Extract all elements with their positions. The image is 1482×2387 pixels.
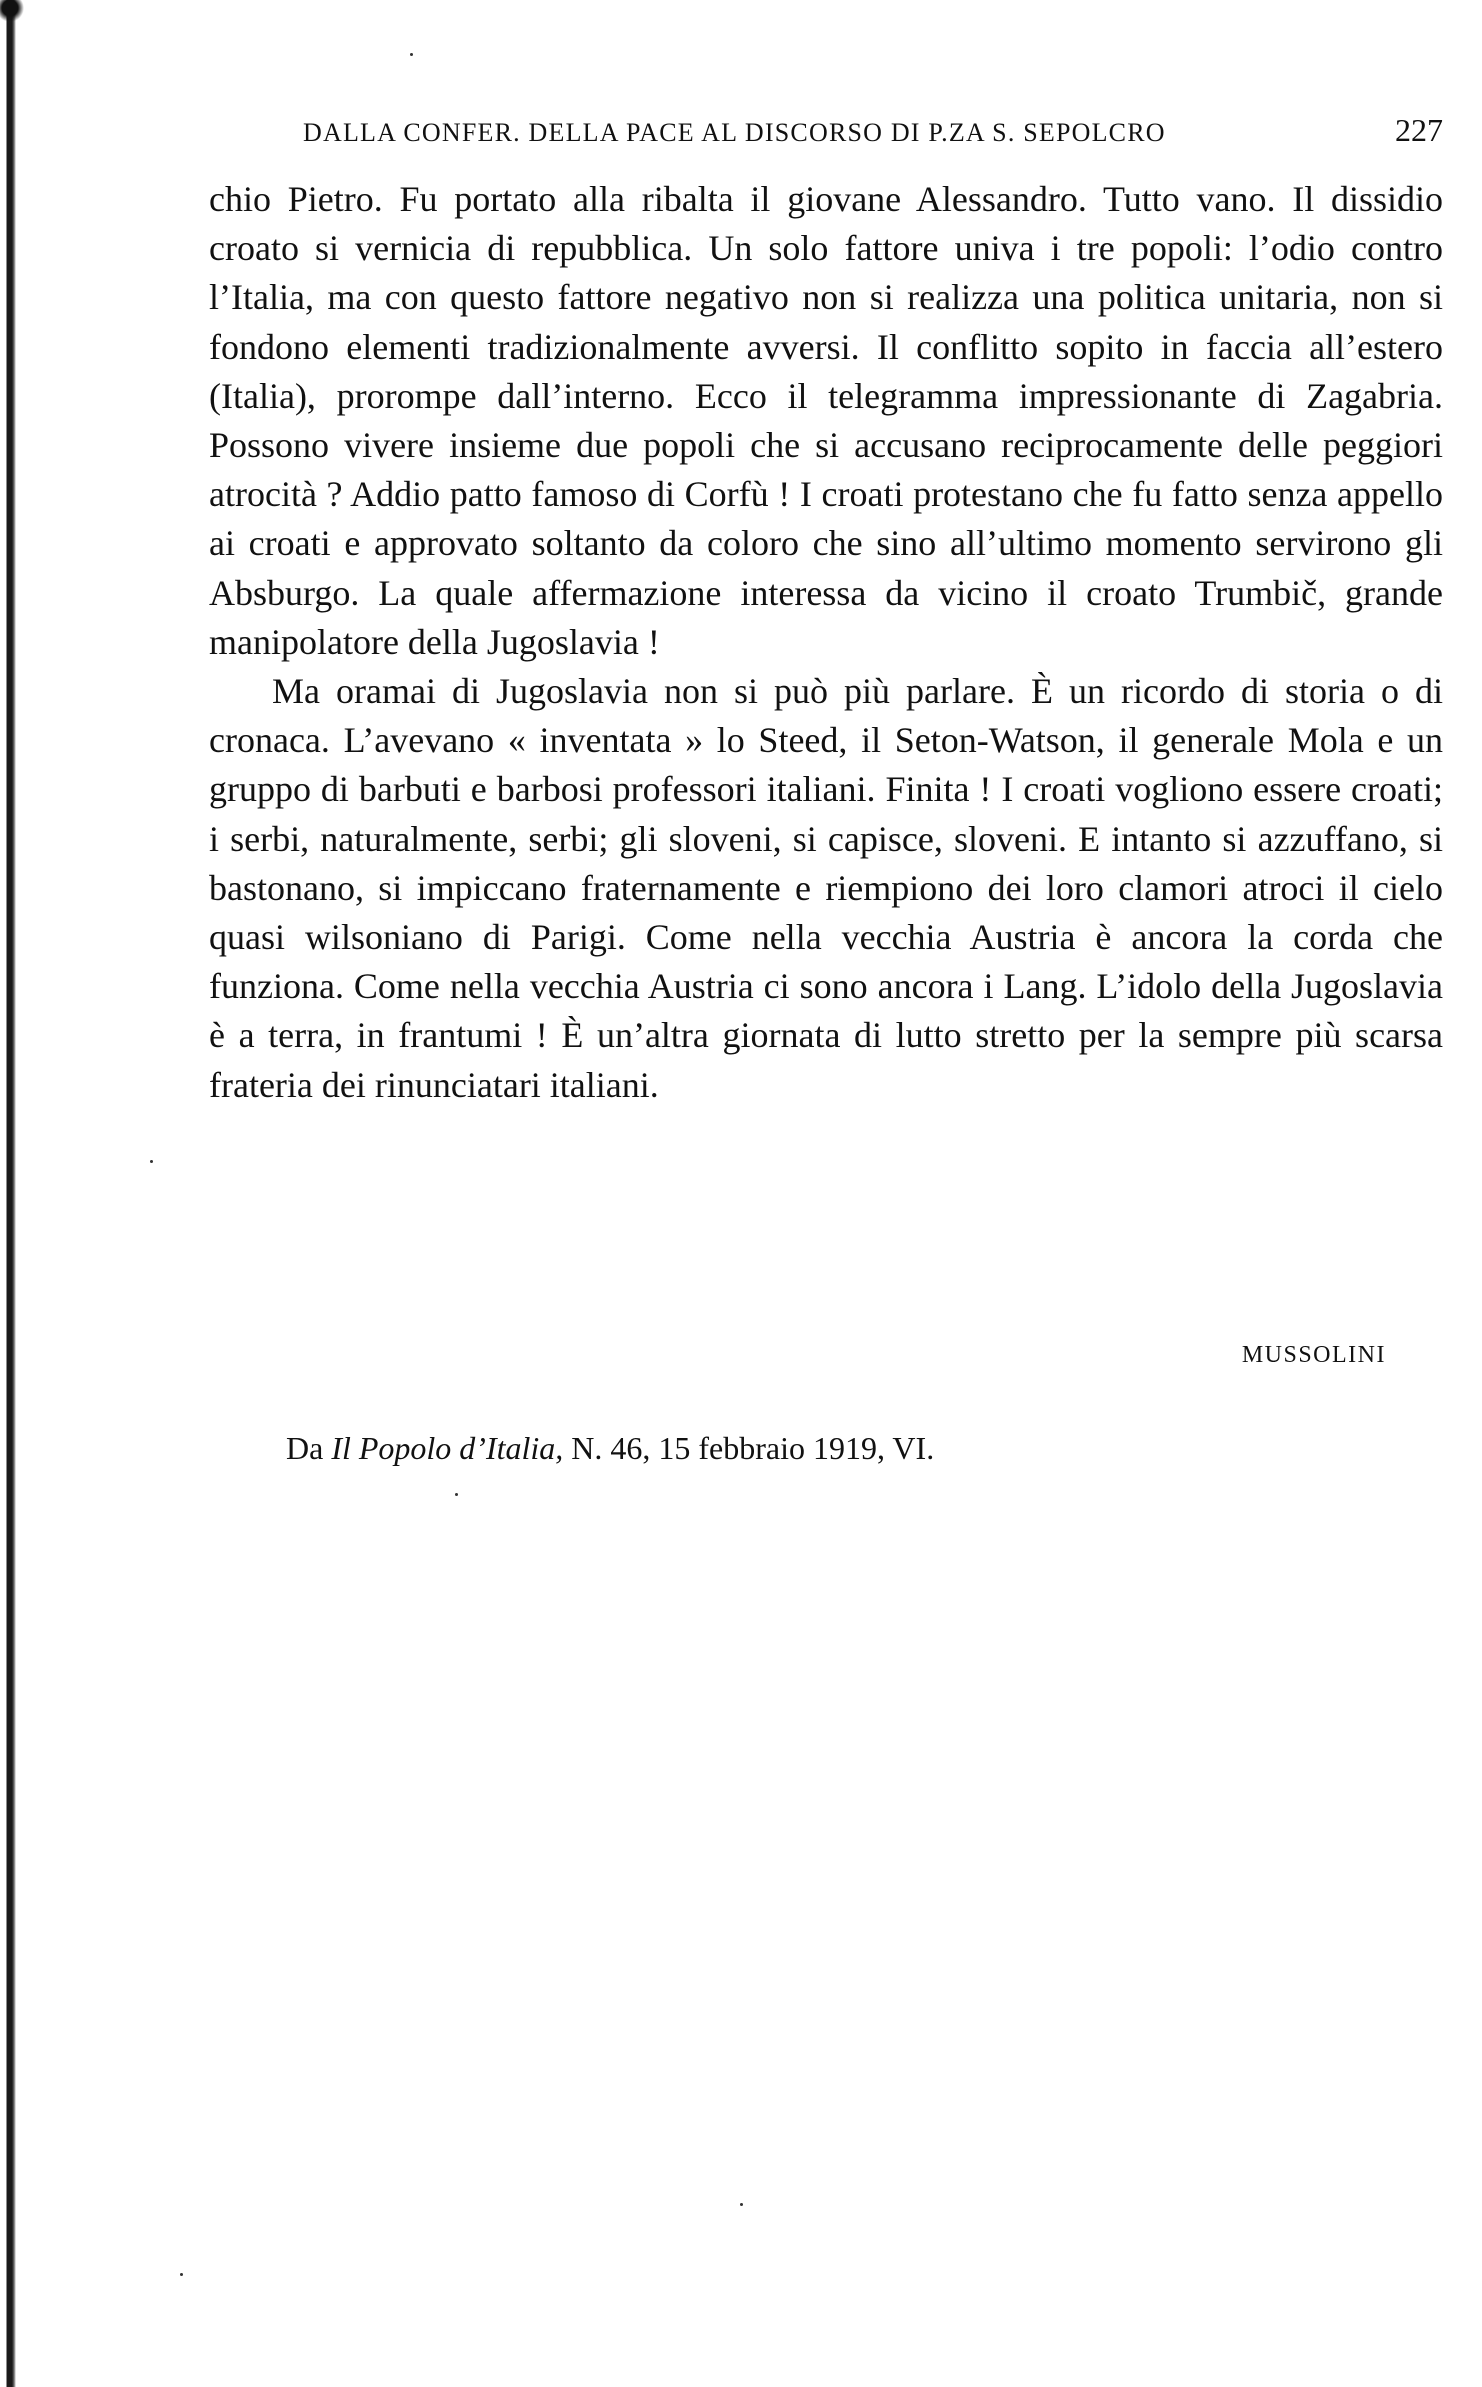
binding-shadow [0,0,28,36]
author-signature: MUSSOLINI [1241,1342,1386,1368]
running-head [303,112,1443,156]
paragraph-continued: chio Pietro. Fu portato alla ribalta il giovane Alessandro. Tutto vano. Il dissidio croato si vernicia di repubblica. Un solo fattore univa i tre popoli: l’odio contro l’Italia, ma con questo fattore negativo non si realizza una politica unitaria, non si fondono elementi tradizionalmente avversi. Il conflitto sopito in faccia all’estero (Italia), prorompe dall’interno. Ecco il telegramma impressionante di Zagabria. Possono vivere insieme due popoli che si accusano reciprocamente delle peggiori atrocità ? Addio patto famoso di Corfù ! I croati protestano che fu fatto senza appello ai croati e approvato soltanto da coloro che sino all’ultimo momento servirono gli Absburgo. La quale affermazione interessa da vicino il croato Trumbič, grande manipolatore della Jugoslavia ! [209,179,1443,662]
scan-speck [740,2203,743,2206]
scan-speck [455,1493,458,1496]
article-body [209,175,1443,1110]
scan-speck [180,2273,183,2276]
running-head-title: DALLA CONFER. DELLA PACE AL DISCORSO DI P.ZA S. SEPOLCRO [303,118,1166,147]
source-prefix: Da [286,1430,324,1466]
page-number: 227 [1395,112,1443,148]
paragraph: Ma oramai di Jugoslavia non si può più parlare. È un ricordo di storia o di cronaca. L’avevano « inventata » lo Steed, il Seton-Watson, il generale Mola e un gruppo di barbuti e barbosi professori italiani. Finita ! I croati vogliono essere croati; i serbi, naturalmente, serbi; gli sloveni, si capisce, sloveni. E intanto si azzuffano, si bastonano, si impiccano fraternamente e riempiono dei loro clamori atroci il cielo quasi wilsoniano di Parigi. Come nella vecchia Austria è ancora la corda che funziona. Come nella vecchia Austria ci sono ancora i Lang. L’idolo della Jugoslavia è a terra, in frantumi ! È un’altra giornata di lutto stretto per la sempre più scarsa frateria dei rinunciatari italiani. [209,671,1443,1105]
scan-speck [410,53,413,56]
scan-speck [150,1160,153,1163]
issue-details: N. 46, 15 febbraio 1919, VI. [571,1430,935,1466]
publication-title: Il Popolo d’Italia, [331,1430,564,1466]
source-citation [286,1430,934,1467]
binding-edge [0,0,16,2387]
